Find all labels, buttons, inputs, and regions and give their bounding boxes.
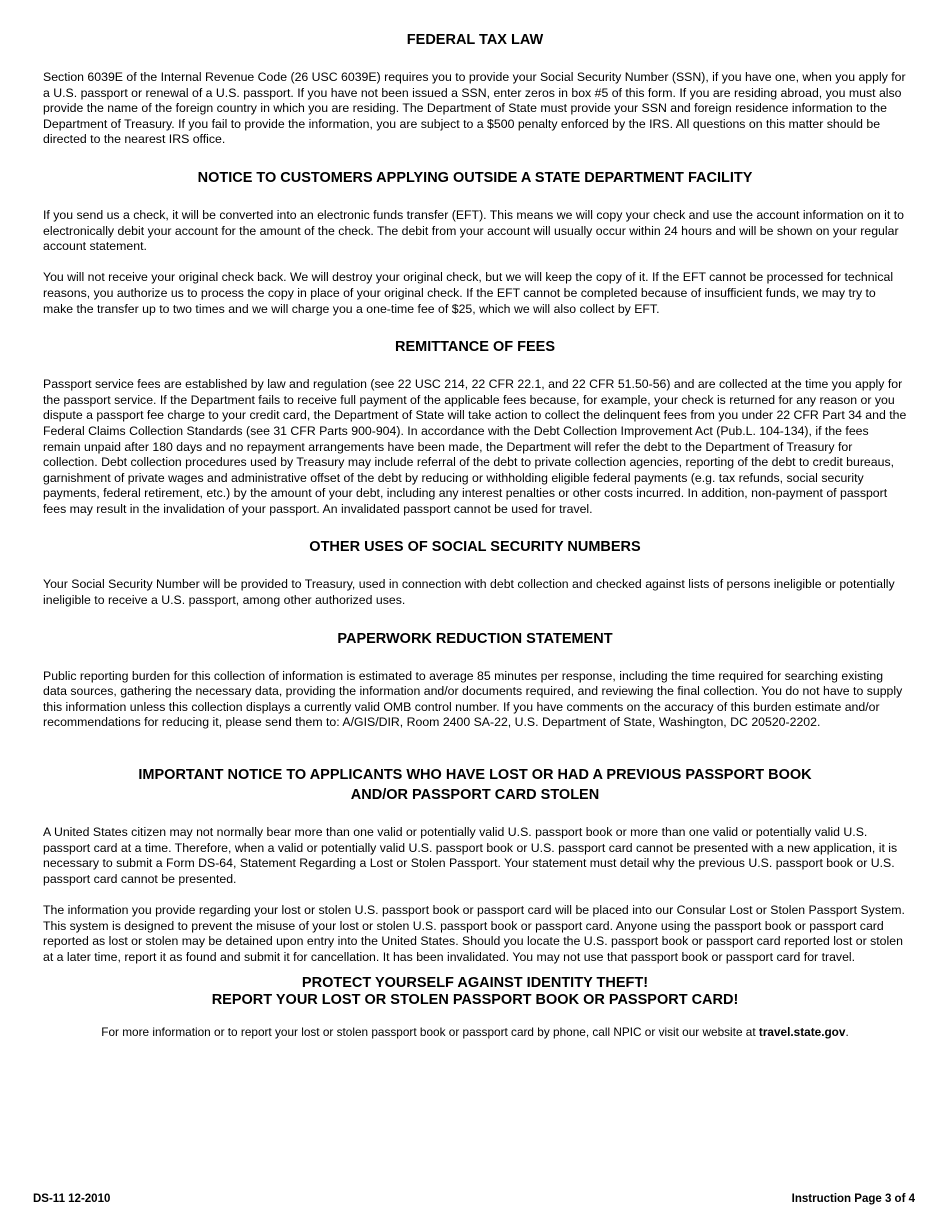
- page-number-footer: Instruction Page 3 of 4: [791, 1193, 915, 1205]
- paragraph-lost-stolen-1: A United States citizen may not normally bear more than one valid or potentially valid U.S. passport book or more than one valid or potentially valid U.S. passport card at a time. Therefore, when a valid or potentially valid U.S. passport book or U.S. passport card cannot be presented with a new application, it is necessary to submit a Form DS-64, Statement Regarding a Lost or Stolen Passport. Your statement must detail why the previous U.S. passport book or U.S. passport card cannot be presented.: [43, 825, 898, 886]
- form-id-footer: DS-11 12-2010: [33, 1193, 111, 1205]
- paragraph-notice-customers-2: You will not receive your original check back. We will destroy your original check, but we will keep the copy of it. If the EFT cannot be processed for technical reasons, you authorize us to process the copy in place of your original check. If the EFT cannot be completed because of insufficient funds, we may try to make the transfer up to two times and we will charge you a one-time fee of $25, which we will also collect by EFT.: [43, 270, 894, 316]
- more-info-body: For more information or to report your lost or stolen passport book or passport card by phone, call NPIC or visit our website at: [101, 1025, 759, 1040]
- paragraph-other-uses-ssn: Your Social Security Number will be provided to Treasury, used in connection with debt collection and checked against lists of persons ineligible or potentially ineligible to receive a U.S. passport, among other authorized uses.: [43, 577, 895, 608]
- paragraph-federal-tax-law: Section 6039E of the Internal Revenue Code (26 USC 6039E) requires you to provide your Social Security Number (SSN), if you have one, when you apply for a U.S. passport or renewal of a U.S. passport. If you have not been issued a SSN, enter zeros in box #5 of this form. If you are residing abroad, you must also provide the name of the foreign country in which you are residing. The Department of State must provide your SSN and foreign residence information to the Department of Treasury. If you fail to provide the information, you are subject to a $500 penalty enforced by the IRS. All questions on this matter should be directed to the nearest IRS office.: [43, 70, 906, 147]
- paragraph-remittance-of-fees: Passport service fees are established by law and regulation (see 22 USC 214, 22 CFR 22.1, and 22 CFR 51.50-56) and are collected at the time you apply for the passport service. If the Department fails to receive full payment of the applicable fees because, for example, your check is returned for any reason or you dispute a passport fee charge to your credit card, the Department of State will take action to collect the delinquent fees from you under 22 CFR Part 34 and the Federal Claims Collection Standards (see 31 CFR Parts 900-904). In accordance with the Debt Collection Improvement Act (Pub.L. 104-134), if the fees remain unpaid after 180 days and no repayment arrangements have been made, the Department will refer the debt to the Department of Treasury for collection. Debt collection procedures used by Treasury may include referral of the debt to private collection agencies, reporting of the debt to credit bureaus, garnishment of private wages and administrative offset of the debt by reducing or withholding eligible federal payments (e.g. tax refunds, social security payments, federal retirement, etc.) by the amount of your debt, including any interest penalties or other costs incurred. In addition, non-payment of passport fees may result in the invalidation of your passport. An invalidated passport cannot be used for travel.: [43, 377, 907, 516]
- protect-identity-line1: PROTECT YOURSELF AGAINST IDENTITY THEFT!: [301, 975, 649, 992]
- paragraph-lost-stolen-2: The information you provide regarding your lost or stolen U.S. passport book or passport card will be placed into our Consular Lost or Stolen Passport System. This system is designed to prevent the misuse of your lost or stolen U.S. passport book or passport card. Anyone using the passport book or passport card reported as lost or stolen may be detained upon entry into the United States. Should you locate the U.S. passport book or passport card reported lost or stolen at a later time, report it as found and submit it for cancellation. It has been invalidated. You may not use that passport book or passport card for travel.: [43, 903, 905, 964]
- more-info-end: .: [845, 1025, 849, 1040]
- heading-notice-customers: NOTICE TO CUSTOMERS APPLYING OUTSIDE A STATE DEPARTMENT FACILITY: [197, 169, 753, 186]
- heading-lost-stolen-line2: AND/OR PASSPORT CARD STOLEN: [350, 787, 600, 804]
- website-link[interactable]: travel.state.gov: [758, 1025, 846, 1040]
- heading-paperwork-reduction: PAPERWORK REDUCTION STATEMENT: [337, 630, 613, 647]
- heading-federal-tax-law: FEDERAL TAX LAW: [406, 32, 544, 48]
- heading-other-uses-ssn: OTHER USES OF SOCIAL SECURITY NUMBERS: [309, 539, 641, 556]
- more-info-text: [43, 1025, 907, 1040]
- paragraph-notice-customers-1: If you send us a check, it will be converted into an electronic funds transfer (EFT). This means we will copy your check and use the account information on it to electronically debit your account for the amount of the check. The debit from your account will usually occur within 24 hours and will be shown on your regular account statement.: [43, 207, 904, 254]
- document-page: [43, 30, 907, 1040]
- protect-identity-line2: REPORT YOUR LOST OR STOLEN PASSPORT BOOK OR PASSPORT CARD!: [211, 992, 739, 1009]
- heading-lost-stolen-line1: IMPORTANT NOTICE TO APPLICANTS WHO HAVE LOST OR HAD A PREVIOUS PASSPORT BOOK: [138, 767, 812, 784]
- paragraph-paperwork-reduction: Public reporting burden for this collection of information is estimated to average 85 minutes per response, including the time required for searching existing data sources, gathering the necessary data, providing the information and/or documents required, and reviewing the final collection. You do not have to supply this information unless this collection displays a currently valid OMB control number. If you have comments on the accuracy of this burden estimate and/or recommendations for reducing it, please send them to: A/GIS/DIR, Room 2400 SA-22, U.S. Department of State, Washington, DC 20520-2202.: [43, 668, 903, 730]
- heading-remittance-of-fees: REMITTANCE OF FEES: [394, 339, 556, 356]
